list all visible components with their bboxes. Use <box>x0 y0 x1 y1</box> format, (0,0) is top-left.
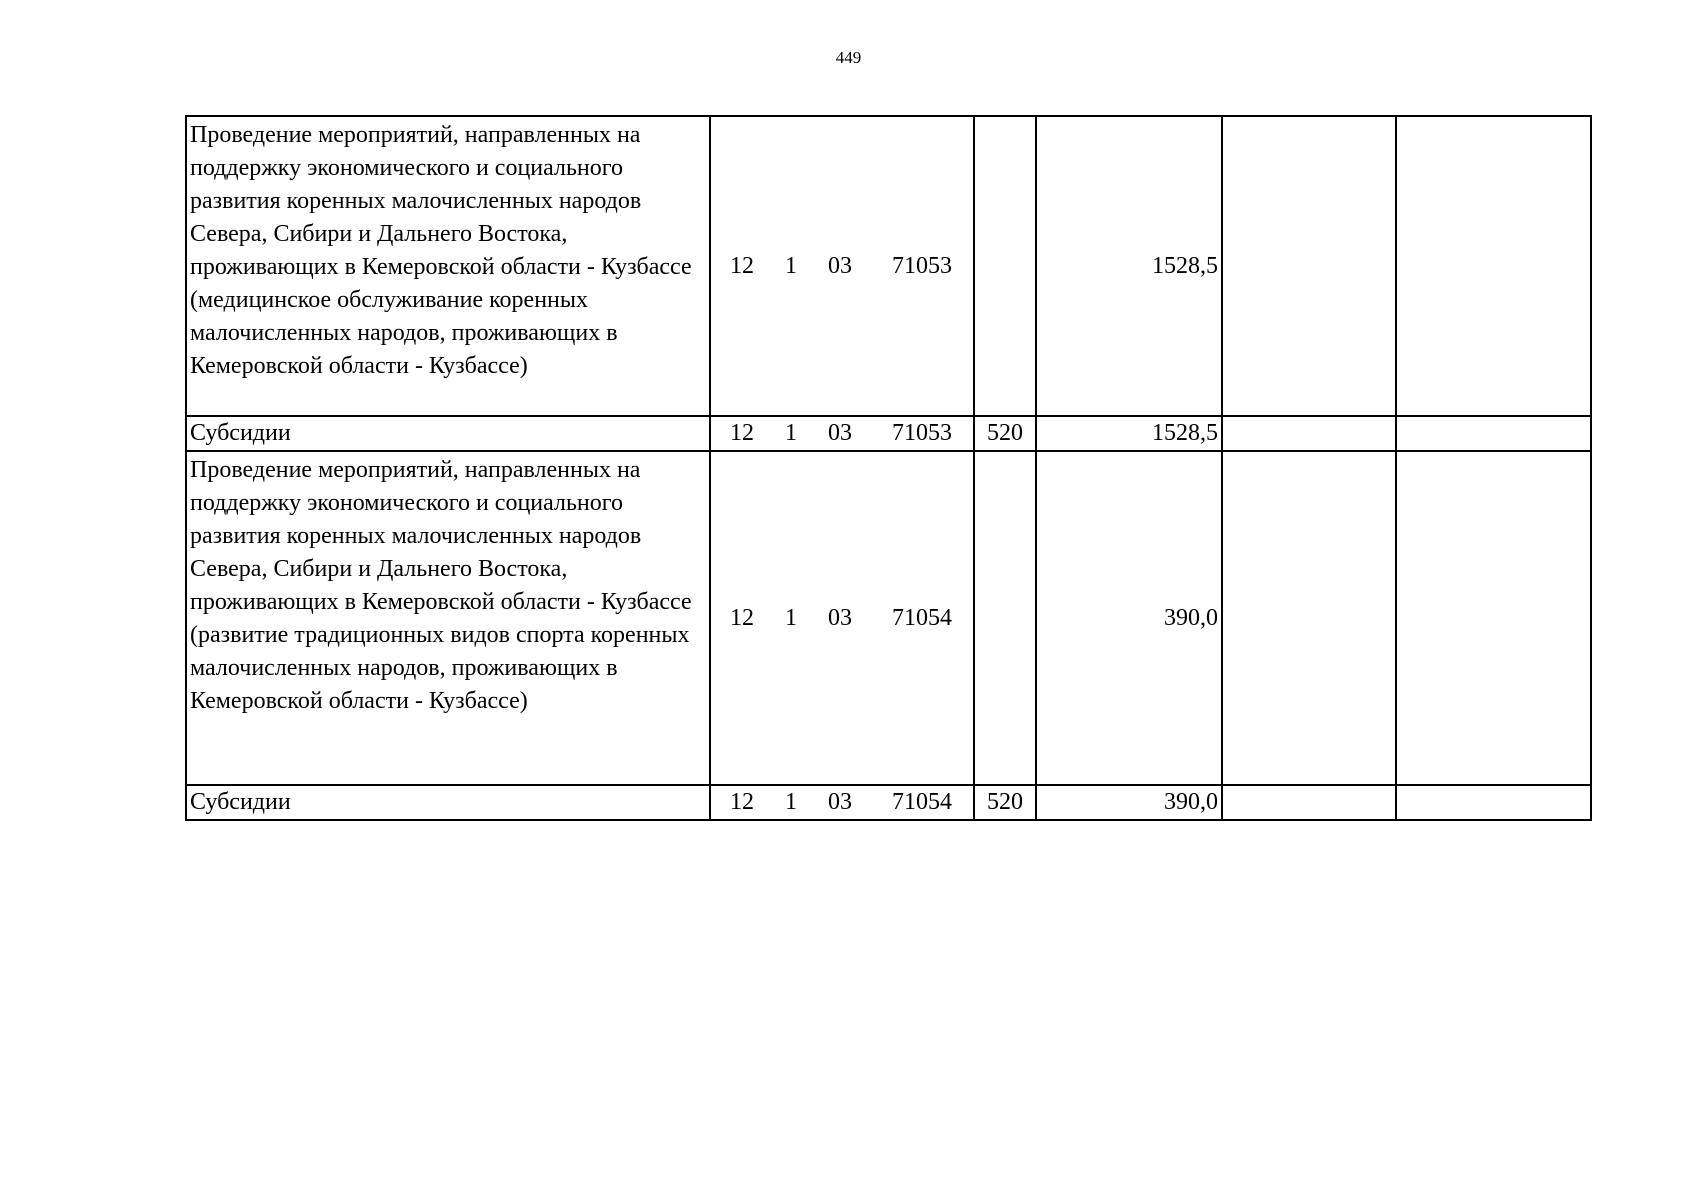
direction-code: 71053 <box>892 252 952 279</box>
program-code: 12 <box>730 604 754 631</box>
classification-code-cell <box>710 116 974 416</box>
subprogram-code: 1 <box>785 252 797 279</box>
amount-cell: 1528,5 <box>1036 116 1222 416</box>
program-code: 12 <box>730 789 754 815</box>
row-name-cell: Проведение мероприятий, направленных на поддержку экономического и социального развития коренных малочисленных народов Севера, Сибири и Дальнего Востока, проживающих в Кемеровской области - Кузбассе (развитие традиционных видов спорта коренных малочисленных народов, проживающих в Кемеровской области - Кузбассе) <box>186 451 710 785</box>
classification-code-cell <box>710 451 974 785</box>
subprogram-code: 1 <box>785 789 797 815</box>
amount-cell: 390,0 <box>1036 785 1222 820</box>
event-code: 03 <box>828 789 852 815</box>
amount-cell: 1528,5 <box>1036 416 1222 451</box>
amount-3-cell <box>1396 416 1591 451</box>
event-code: 03 <box>828 252 852 279</box>
table-row <box>186 451 1591 785</box>
table-row <box>186 785 1591 820</box>
page-number: 449 <box>835 48 862 67</box>
expense-type-cell: 520 <box>974 785 1036 820</box>
table-row <box>186 116 1591 416</box>
amount-2-cell <box>1222 451 1396 785</box>
event-code: 03 <box>828 604 852 631</box>
direction-code: 71054 <box>892 604 952 631</box>
table-row <box>186 416 1591 451</box>
classification-code-cell <box>710 785 974 820</box>
amount-cell: 390,0 <box>1036 451 1222 785</box>
amount-2-cell <box>1222 416 1396 451</box>
expense-type-cell <box>974 116 1036 416</box>
direction-code: 71053 <box>892 420 952 446</box>
classification-code-cell <box>710 416 974 451</box>
program-code: 12 <box>730 252 754 279</box>
event-code: 03 <box>828 420 852 446</box>
program-code: 12 <box>730 420 754 446</box>
amount-2-cell <box>1222 785 1396 820</box>
expense-type-cell <box>974 451 1036 785</box>
subprogram-code: 1 <box>785 604 797 631</box>
row-name-cell: Проведение мероприятий, направленных на поддержку экономического и социального развития коренных малочисленных народов Севера, Сибири и Дальнего Востока, проживающих в Кемеровской области - Кузбассе (медицинское обслуживание коренных малочисленных народов, проживающих в Кемеровской области - Кузбассе) <box>186 116 710 416</box>
amount-3-cell <box>1396 116 1591 416</box>
amount-3-cell <box>1396 785 1591 820</box>
amount-2-cell <box>1222 116 1396 416</box>
budget-table <box>185 115 1592 821</box>
amount-3-cell <box>1396 451 1591 785</box>
direction-code: 71054 <box>892 789 952 815</box>
expense-type-cell: 520 <box>974 416 1036 451</box>
row-name-cell: Субсидии <box>186 416 710 451</box>
subprogram-code: 1 <box>785 420 797 446</box>
row-name-cell: Субсидии <box>186 785 710 820</box>
